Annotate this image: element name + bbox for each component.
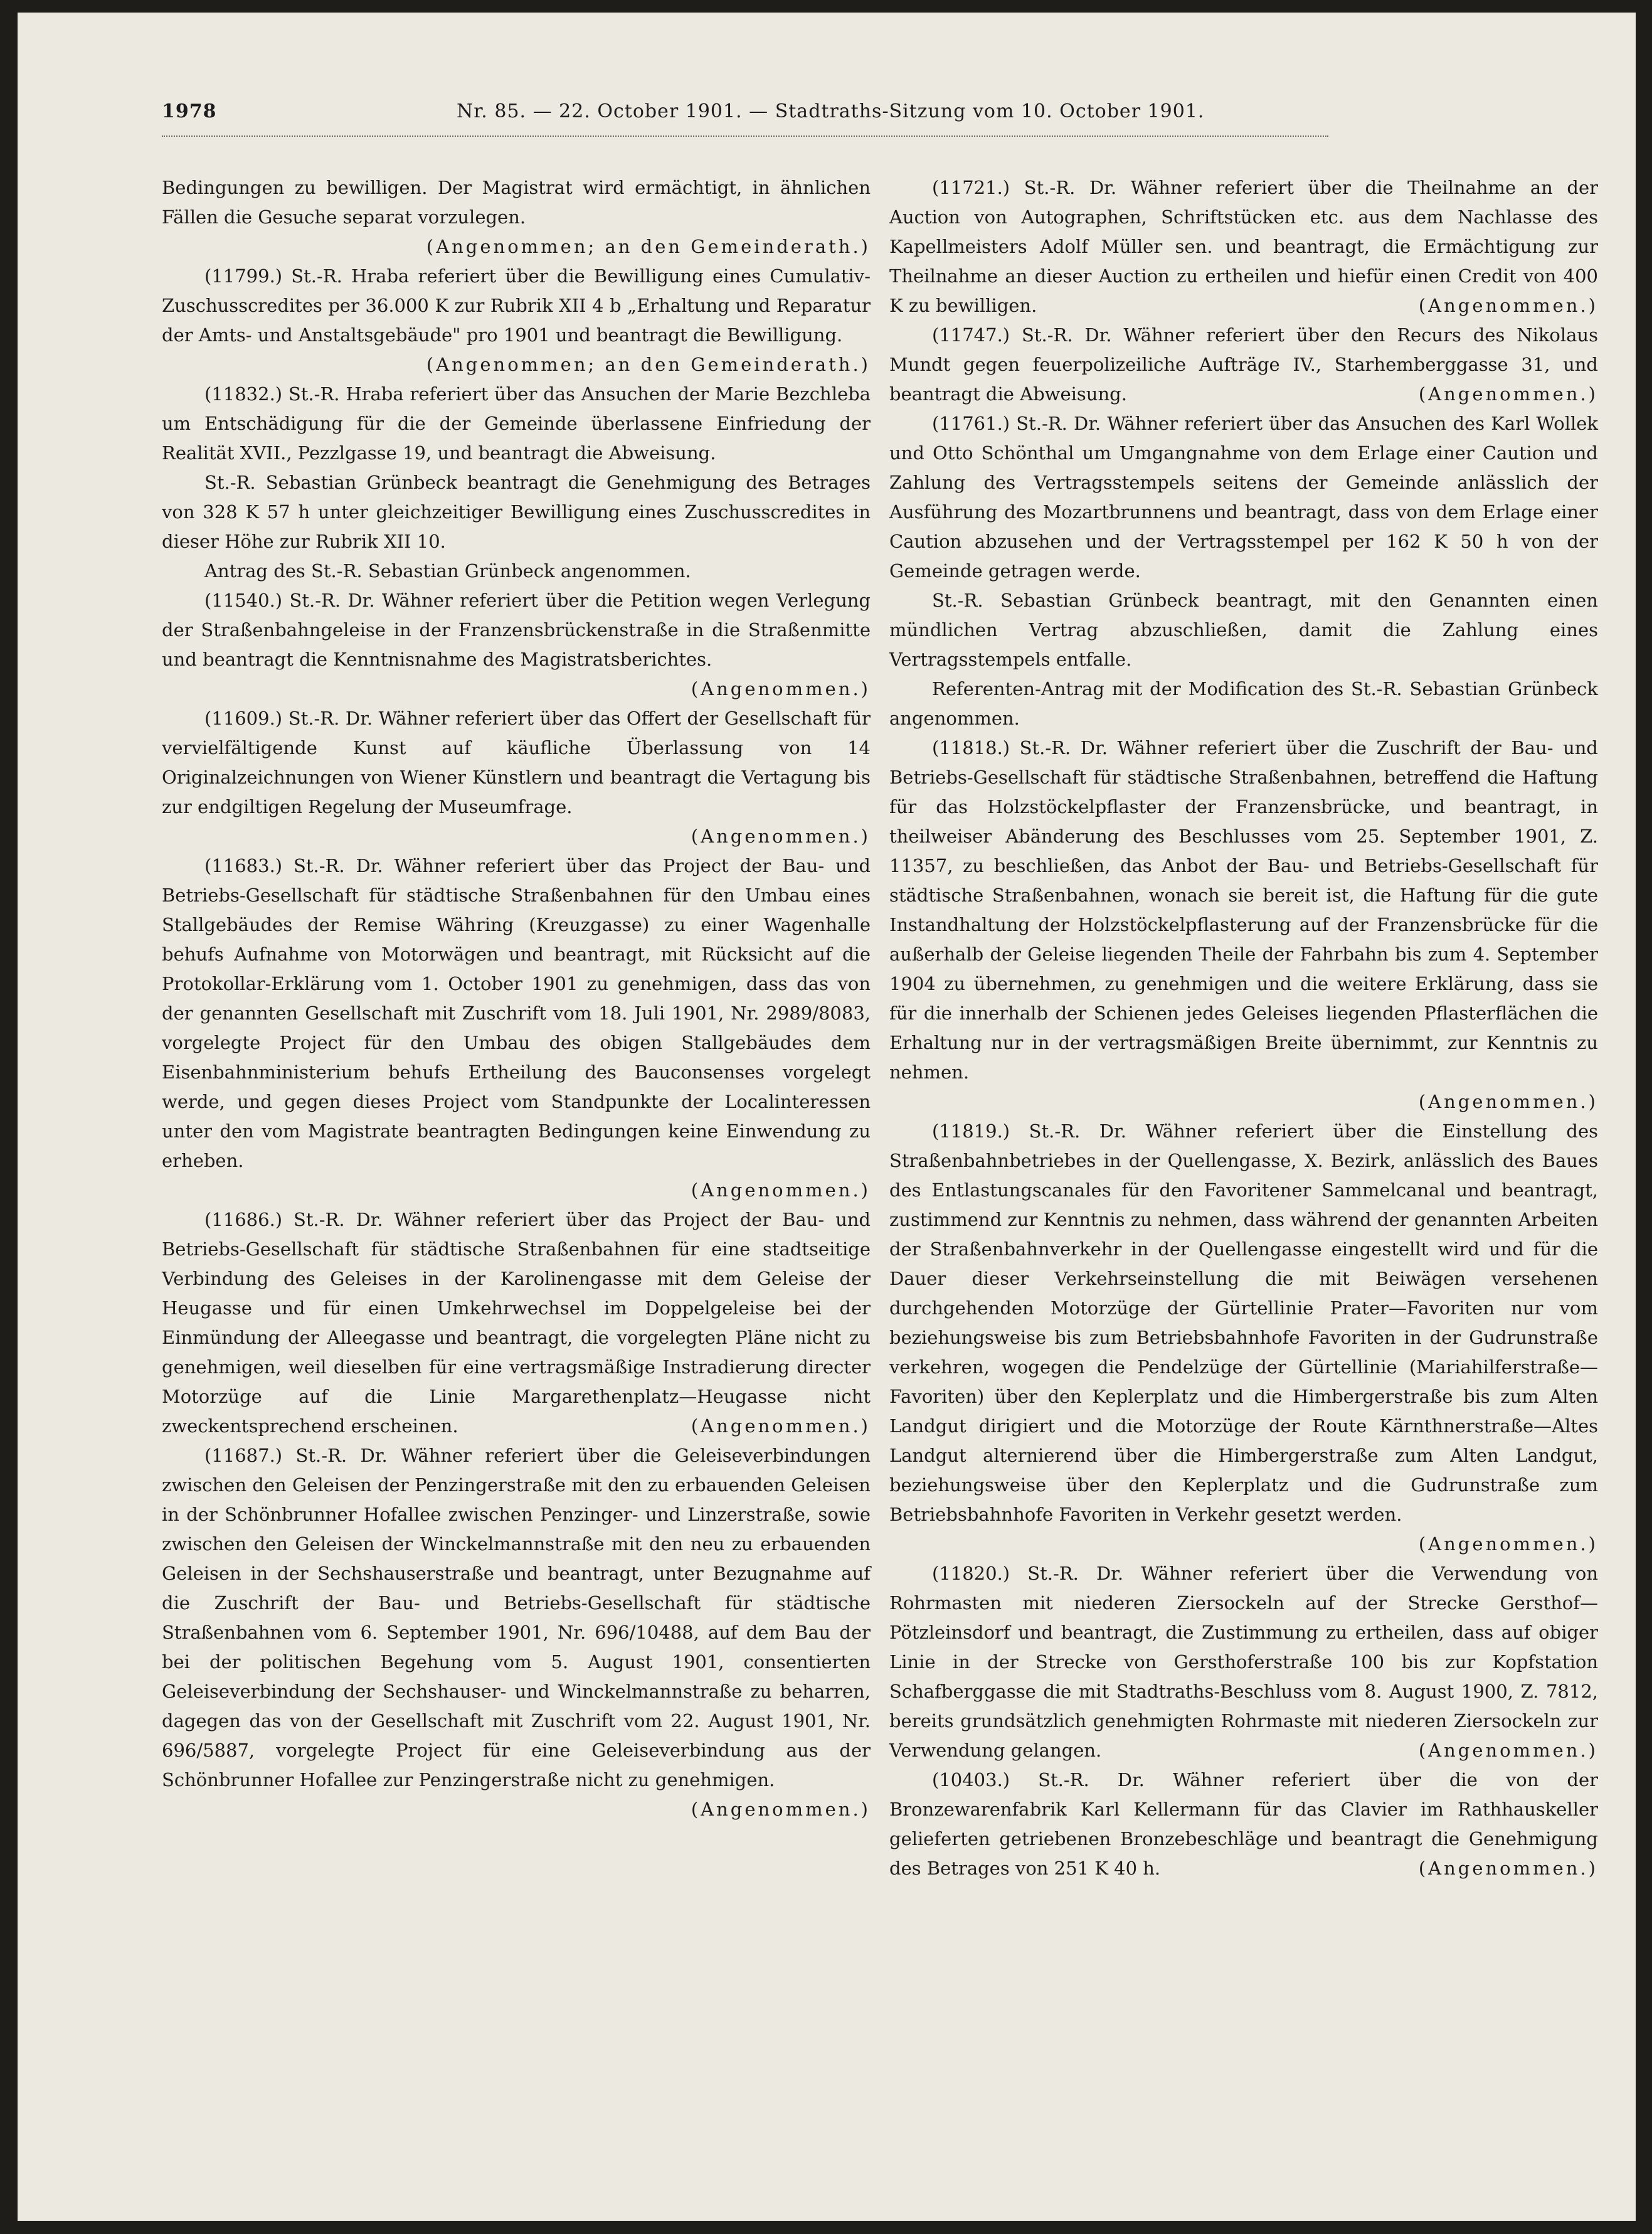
verdict-line: (Angenommen; an den Gemeinderath.) bbox=[426, 354, 871, 375]
paragraph bbox=[162, 262, 871, 350]
paragraph bbox=[162, 586, 871, 704]
paragraph-text: Referenten-Antrag mit der Modification des St.-R. Sebastian Grünbeck angenommen. bbox=[889, 678, 1598, 729]
running-title: Nr. 85. — 22. October 1901. — Stadtraths-Sitzung vom 10. October 1901. bbox=[457, 100, 1205, 122]
verdict: (Angenommen.) bbox=[1418, 1740, 1598, 1761]
verdict: (Angenommen.) bbox=[1418, 1533, 1598, 1555]
paragraph-text: (11540.) St.-R. Dr. Wähner referiert über die Petition wegen Verlegung der Straßenbahngeleise in der Franzensbrückenstraße in die Straßenmitte und beantragt die Kenntnisnahme des Magistratsberichtes. bbox=[162, 590, 871, 670]
paragraph-text: (11687.) St.-R. Dr. Wähner referiert über die Geleiseverbindungen zwischen den Geleisen der Penzingerstraße mit den zu erbauenden Geleisen in der Schönbrunner Hofallee zwischen Penzinger- und Linzerstraße, sowie zwischen den Geleisen der Winckelmannstraße mit den neu zu erbauenden Geleisen in der Sechshauserstraße und beantragt, unter Bezugnahme auf die Zuschrift der Bau- und Betriebs-Gesellschaft für städtische Straßenbahnen vom 6. September 1901, Nr. 696/10488, auf dem Bau der bei der politischen Begehung vom 5. August 1901, consentierten Geleiseverbindung der Sechshauser- und Winckelmannstraße zu beharren, dagegen das von der Gesellschaft mit Zuschrift vom 22. August 1901, Nr. 696/5887, vorgelegte Project für eine Geleiseverbindung aus der Schönbrunner Hofallee zur Penzingerstraße nicht zu genehmigen. bbox=[162, 1445, 871, 1790]
paragraph bbox=[889, 733, 1598, 1087]
paragraph-text: (11819.) St.-R. Dr. Wähner referiert über die Einstellung des Straßenbahnbetriebes in der Quellengasse, X. Bezirk, anlässlich des Baues des Entlastungscanales für den Favoritener Sammelcanal und beantragt, zustimmend zur Kenntnis zu nehmen, dass während der genannten Arbeiten der Straßenbahnverkehr in der Quellengasse eingestellt wird und für die Dauer dieser Verkehrseinstellung die mit Beiwägen versehenen durchgehenden Motorzüge der Gürtellinie Prater—Favoriten nur vom beziehungsweise bis zum Betriebsbahnhofe Favoriten in der Gudrunstraße verkehren, wogegen die Pendelzüge der Gürtellinie (Mariahilferstraße—Favoriten) über den Keplerplatz und die Himbergerstraße bis zum Alten Landgut dirigiert und die Motorzüge der Route Kärnthnerstraße—Altes Landgut alternierend über die Himbergerstraße zum Alten Landgut, beziehungsweise über den Keplerplatz und die Gudrunstraße zum Betriebsbahnhofe Favoriten in Verkehr gesetzt werden. bbox=[889, 1120, 1598, 1525]
paragraph-text: (11761.) St.-R. Dr. Wähner referiert über das Ansuchen des Karl Wollek und Otto Schönthal um Umgangnahme von dem Erlage einer Caution und Zahlung des Vertragsstempels seitens der Gemeinde anlässlich der Ausführung des Mozartbrunnens und beantragt, dass von dem Erlage einer Caution abzusehen und der Vertragsstempel per 162 K 50 h von der Gemeinde getragen werde. bbox=[889, 413, 1598, 582]
paragraph bbox=[889, 1117, 1598, 1559]
paragraph bbox=[889, 586, 1598, 674]
paragraph-text: (10403.) St.-R. Dr. Wähner referiert über die von der Bronzewarenfabrik Karl Kellermann für das Clavier im Rathhauskeller gelieferten getriebenen Bronzebeschläge und beantragt die Genehmigung des Betrages von 251 K 40 h. bbox=[889, 1769, 1598, 1879]
verdict: (Angenommen.) bbox=[691, 1799, 871, 1820]
paragraph-text: (11818.) St.-R. Dr. Wähner referiert über die Zuschrift der Bau- und Betriebs-Gesellschaft für städtische Straßenbahnen, betreffend die Haftung für das Holzstöckelpflaster der Franzensbrücke, und beantragt, in theilweiser Abänderung des Beschlusses vom 25. September 1901, Z. 11357, zu beschließen, das Anbot der Bau- und Betriebs-Gesellschaft für städtische Straßenbahnen, wonach sie bereit ist, die Haftung für die gute Instandhaltung der Holzstöckelpflasterung auf der Franzensbrücke für die außerhalb der Geleise liegenden Theile der Fahrbahn bis zum 4. September 1904 zu übernehmen, zu genehmigen und die weitere Erklärung, dass sie für die innerhalb der Schienen jedes Geleises liegenden Pflasterflächen die Erhaltung nur in der vertragsmäßigen Breite übernimmt, zur Kenntnis zu nehmen. bbox=[889, 737, 1598, 1083]
paragraph-text: (11721.) St.-R. Dr. Wähner referiert über die Theilnahme an der Auction von Autographen, Schriftstücken etc. aus dem Nachlasse des Kapellmeisters Adolf Müller sen. und beantragt, die Ermächtigung zur Theilnahme an dieser Auction zu ertheilen und hiefür einen Credit von 400 K zu bewilligen. bbox=[889, 177, 1598, 316]
verdict: (Angenommen.) bbox=[1418, 1858, 1598, 1879]
paragraph bbox=[889, 173, 1598, 321]
verdict: (Angenommen.) bbox=[691, 678, 871, 699]
paragraph bbox=[889, 1559, 1598, 1765]
paragraph-text: (11683.) St.-R. Dr. Wähner referiert über das Project der Bau- und Betriebs-Gesellschaft für städtische Straßenbahnen für den Umbau eines Stallgebäudes der Remise Währing (Kreuzgasse) zu einer Wagenhalle behufs Aufnahme von Motorwägen und beantragt, mit Rücksicht auf die Protokollar-Erklärung vom 1. October 1901 zu genehmigen, dass das von der genannten Gesellschaft mit Zuschrift vom 18. Juli 1901, Nr. 2989/8083, vorgelegte Project für den Umbau des obigen Stallgebäudes dem Eisenbahnministerium behufs Ertheilung des Bauconsenses vorgelegt werde, und gegen dieses Project vom Standpunkte der Localinteressen unter den vom Magistrate beantragten Bedingungen keine Einwendung zu erheben. bbox=[162, 855, 871, 1171]
paragraph bbox=[162, 1205, 871, 1441]
verdict-line: (Angenommen; an den Gemeinderath.) bbox=[426, 236, 871, 257]
paragraph-text: St.-R. Sebastian Grünbeck beantragt die Genehmigung des Betrages von 328 K 57 h unter gleichzeitiger Bewilligung eines Zuschusscredites in dieser Höhe zur Rubrik XII 10. bbox=[162, 472, 871, 552]
paragraph bbox=[162, 173, 871, 232]
paragraph-text: (11747.) St.-R. Dr. Wähner referiert über den Recurs des Nikolaus Mundt gegen feuerpolizeiliche Aufträge IV., Starhemberggasse 31, und beantragt die Abweisung. bbox=[889, 324, 1598, 405]
paragraph bbox=[162, 380, 871, 468]
paragraph-text: Antrag des St.-R. Sebastian Grünbeck angenommen. bbox=[204, 560, 691, 582]
newspaper-page bbox=[18, 13, 1636, 2221]
paragraph-text: St.-R. Sebastian Grünbeck beantragt, mit den Genannten einen mündlichen Vertrag abzuschließen, damit die Zahlung eines Vertragsstempels entfalle. bbox=[889, 590, 1598, 670]
paragraph bbox=[162, 1441, 871, 1824]
verdict-line: (Angenommen.) bbox=[1418, 1091, 1598, 1112]
paragraph bbox=[889, 409, 1598, 586]
paragraph bbox=[162, 468, 871, 556]
verdict: (Angenommen.) bbox=[691, 1415, 871, 1437]
verdict: (Angenommen.) bbox=[1418, 295, 1598, 316]
paragraph-text: (11799.) St.-R. Hraba referiert über die Bewilligung eines Cumulativ-Zuschusscredites per 36.000 K zur Rubrik XII 4 b „Erhaltung und Reparatur der Amts- und Anstaltsgebäude" pro 1901 und beantragt die Bewilligung. bbox=[162, 265, 871, 346]
paragraph bbox=[889, 1765, 1598, 1883]
header-rule bbox=[162, 136, 1328, 143]
left-column bbox=[162, 173, 871, 1824]
verdict: (Angenommen.) bbox=[1418, 383, 1598, 405]
page-number: 1978 bbox=[162, 100, 217, 122]
paragraph bbox=[889, 321, 1598, 409]
paragraph-text: (11686.) St.-R. Dr. Wähner referiert über das Project der Bau- und Betriebs-Gesellschaft für städtische Straßenbahnen für eine stadtseitige Verbindung des Geleises in der Karolinengasse mit dem Geleise der Heugasse und für einen Umkehrwechsel im Doppelgeleise bei der Einmündung der Alleegasse und beantragt, die vorgelegten Pläne nicht zu genehmigen, weil dieselben für eine vertragsmäßige Instradierung directer Motorzüge auf die Linie Margarethenplatz—Heugasse nicht zweckentsprechend erscheinen. bbox=[162, 1209, 871, 1437]
paragraph-text: (11820.) St.-R. Dr. Wähner referiert über die Verwendung von Rohrmasten mit niederen Ziersockeln auf der Strecke Gersthof—Pötzleinsdorf und beantragt, die Zustimmung zu ertheilen, dass auf obiger Linie in der Strecke von Gersthoferstraße 100 bis zur Kopfstation Schafberggasse die mit Stadtraths-Beschluss vom 8. August 1900, Z. 7812, bereits grundsätzlich genehmigten Rohrmaste mit niederen Ziersockeln zur Verwendung gelangen. bbox=[889, 1563, 1598, 1761]
page-header bbox=[162, 100, 1328, 132]
paragraph bbox=[889, 674, 1598, 733]
paragraph bbox=[162, 556, 871, 586]
paragraph bbox=[162, 704, 871, 822]
paragraph-text: (11832.) St.-R. Hraba referiert über das Ansuchen der Marie Bezchleba um Entschädigung für die der Gemeinde überlassene Einfriedung der Realität XVII., Pezzlgasse 19, und beantragt die Abweisung. bbox=[162, 383, 871, 464]
verdict-line: (Angenommen.) bbox=[691, 1179, 871, 1201]
paragraph-text: Bedingungen zu bewilligen. Der Magistrat wird ermächtigt, in ähnlichen Fällen die Gesuche separat vorzulegen. bbox=[162, 177, 871, 228]
paragraph-text: (11609.) St.-R. Dr. Wähner referiert über das Offert der Gesellschaft für vervielfältigende Kunst auf käufliche Überlassung von 14 Originalzeichnungen von Wiener Künstlern und beantragt die Vertagung bis zur endgiltigen Regelung der Museumfrage. bbox=[162, 708, 871, 817]
paragraph bbox=[162, 851, 871, 1176]
verdict-line: (Angenommen.) bbox=[691, 826, 871, 847]
right-column bbox=[889, 173, 1598, 1883]
